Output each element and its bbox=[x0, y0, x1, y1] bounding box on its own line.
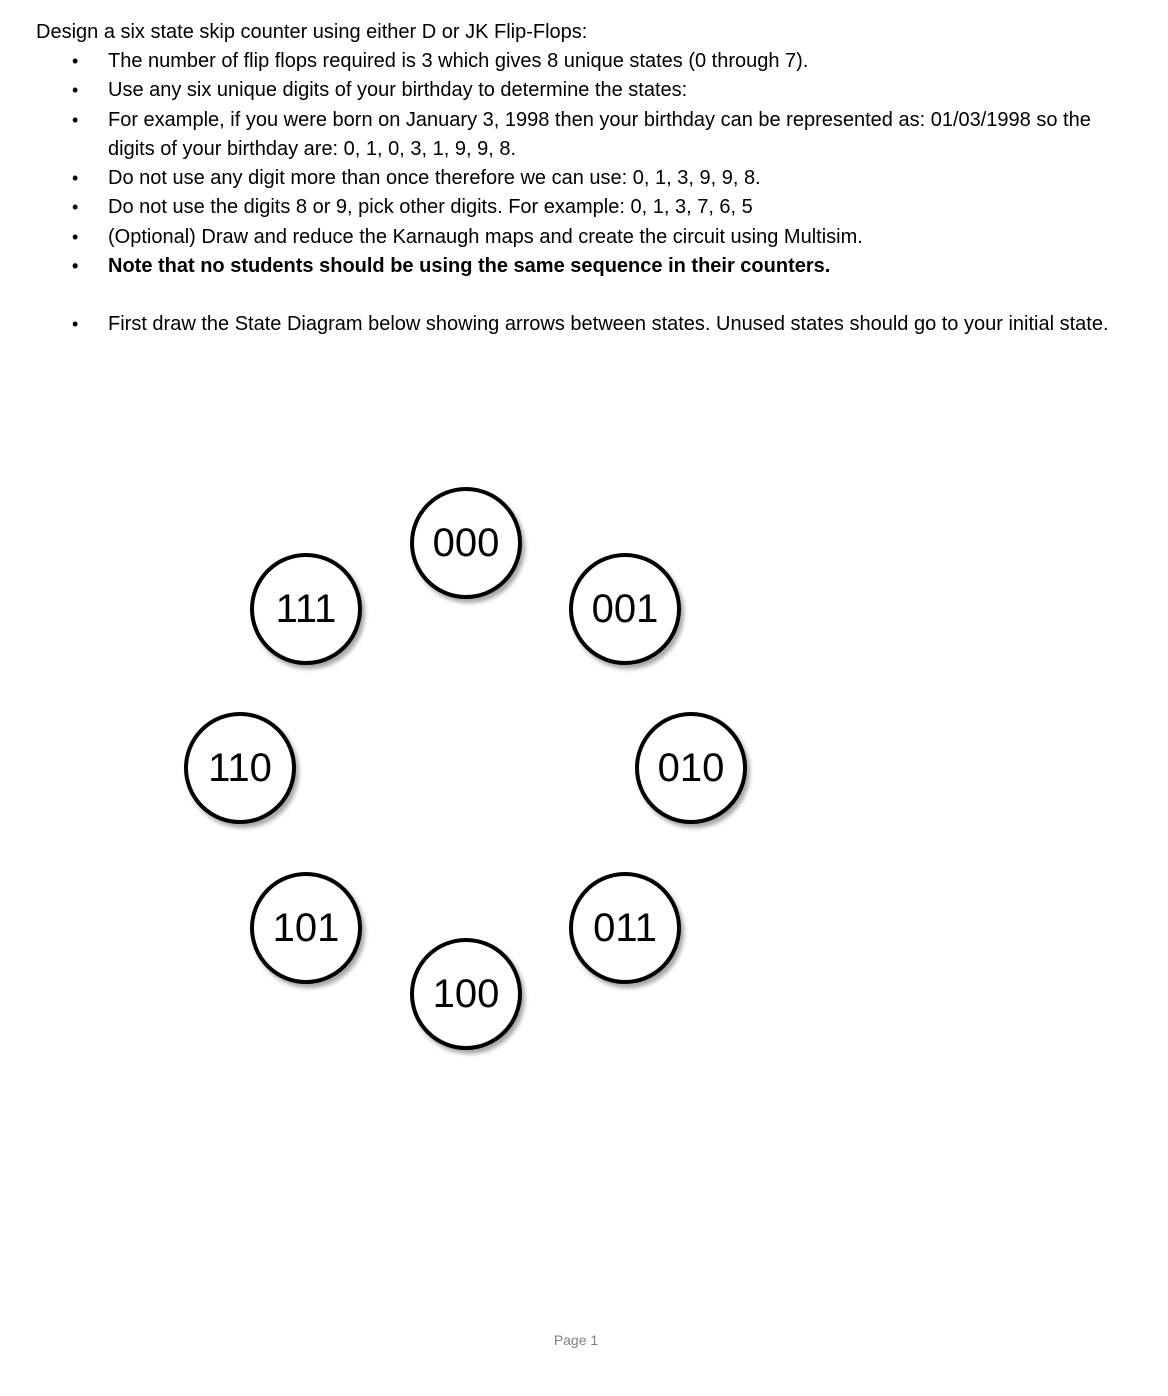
list-item-text: Do not use any digit more than once therefore we can use: 0, 1, 3, 9, 9, 8. bbox=[108, 167, 761, 190]
bullet-icon: • bbox=[72, 109, 79, 130]
state-node-000: 000 bbox=[410, 487, 522, 599]
state-node-010: 010 bbox=[635, 712, 747, 824]
bullet-icon: • bbox=[72, 197, 79, 218]
state-node-001: 001 bbox=[569, 553, 681, 665]
state-node-011: 011 bbox=[569, 872, 681, 984]
page-number: Page 1 bbox=[553, 1332, 599, 1348]
state-node-100: 100 bbox=[410, 938, 522, 1050]
bullet-icon: • bbox=[72, 168, 79, 189]
list-item-text: The number of flip flops required is 3 which gives 8 unique states (0 through 7). bbox=[108, 50, 809, 72]
list-item-text: Do not use the digits 8 or 9, pick other digits. For example: 0, 1, 3, 7, 6, 5 bbox=[108, 196, 753, 219]
state-node-101: 101 bbox=[250, 872, 362, 984]
list-item-text: For example, if you were born on January 3, 1998 then your birthday can be represented as: 01/03/1998 so the digits of your birthday are: 0, 1, 0, 3, 1, 9, 9, 8. bbox=[108, 108, 1091, 160]
list-item-text: Use any six unique digits of your birthday to determine the states: bbox=[108, 79, 688, 102]
state-node-111: 111 bbox=[250, 553, 362, 665]
list-item-text: First draw the State Diagram below showing arrows between states. Unused states should go to your initial state. bbox=[108, 313, 1109, 336]
bullet-icon: • bbox=[72, 256, 79, 277]
list-item-text: Note that no students should be using the same sequence in their counters. bbox=[108, 255, 831, 278]
bullet-icon: • bbox=[72, 80, 79, 101]
bullet-icon: • bbox=[72, 314, 79, 335]
intro-text: Design a six state skip counter using either D or JK Flip-Flops: bbox=[36, 21, 588, 43]
bullet-icon: • bbox=[72, 51, 79, 71]
bullet-icon: • bbox=[72, 226, 79, 247]
state-node-110: 110 bbox=[184, 712, 296, 824]
list-item-text: (Optional) Draw and reduce the Karnaugh maps and create the circuit using Multisim. bbox=[108, 225, 863, 248]
